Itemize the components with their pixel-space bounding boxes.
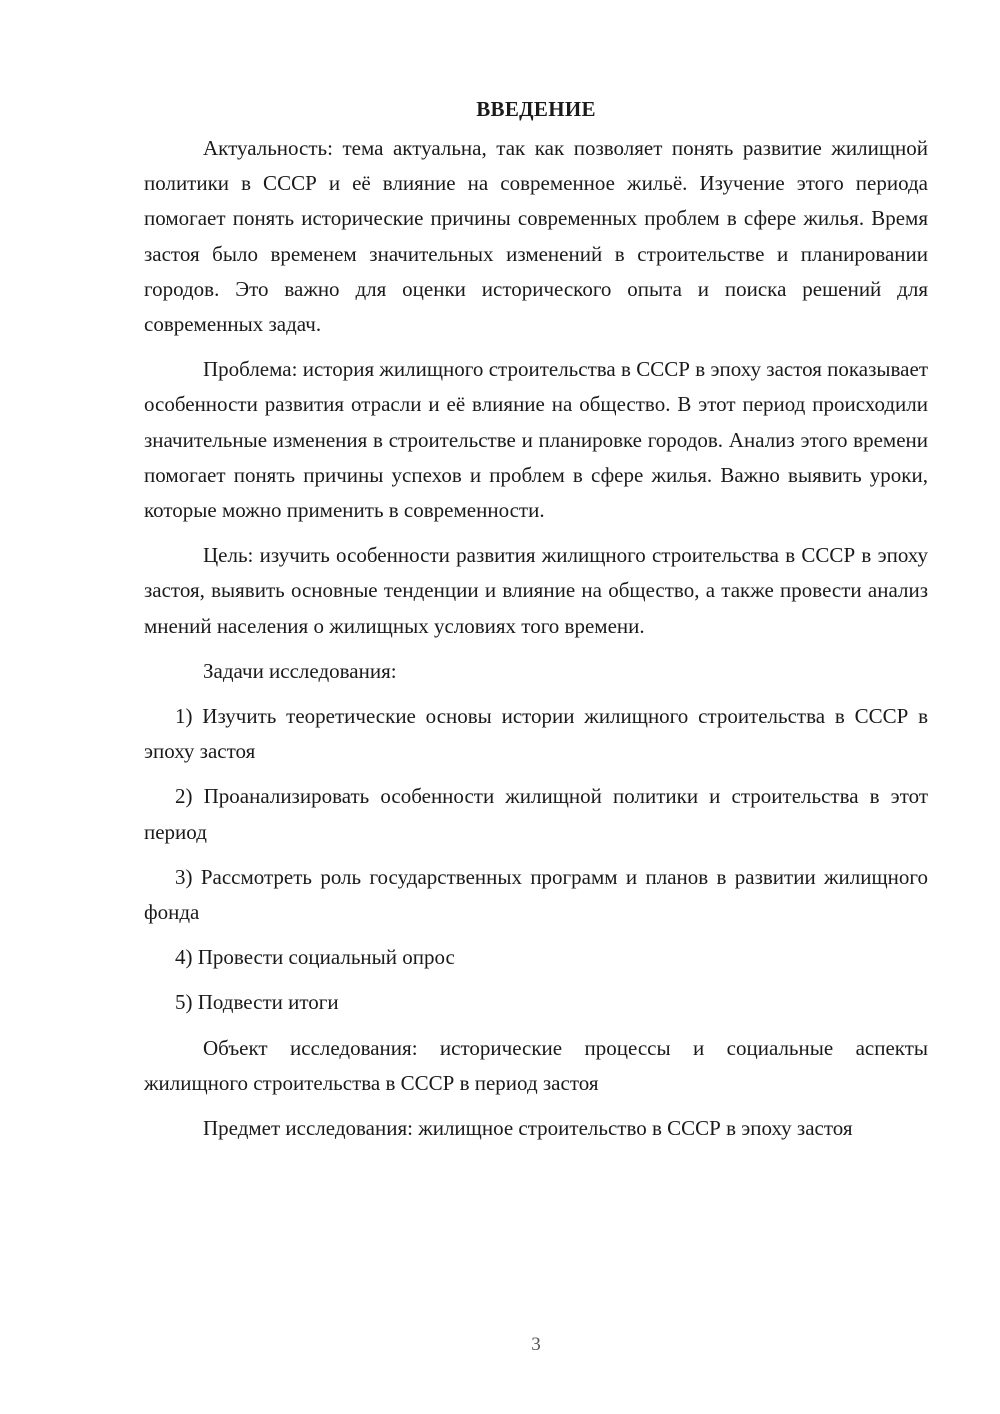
task-item-1: 1) Изучить теоретические основы истории жилищного строительства в СССР в эпоху застоя bbox=[144, 704, 928, 764]
paragraph-relevance: Актуальность: тема актуальна, так как позволяет понять развитие жилищной политики в СССР и её влияние на современное жильё. Изучение этого периода помогает понять исторические причины современных проблем в сфере жилья. Время застоя было временем значительных изменений в строительстве и планировании городов. Это важно для оценки исторического опыта и поиска решений для современных задач. bbox=[144, 136, 928, 337]
paragraph-subject: Предмет исследования: жилищное строительство в СССР в эпоху застоя bbox=[203, 1116, 853, 1141]
paragraph-tasks-heading: Задачи исследования: bbox=[203, 658, 397, 683]
paragraph-problem: Проблема: история жилищного строительства в СССР в эпоху застоя показывает особенности развития отрасли и её влияние на общество. В этот период происходили значительные изменения в строительстве и планировке городов. Анализ этого времени помогает понять причины успехов и проблем в сфере жилья. Важно выявить уроки, которые можно применить в современности. bbox=[144, 357, 928, 523]
task-item-5: 5) Подвести итоги bbox=[175, 990, 339, 1015]
task-item-4: 4) Провести социальный опрос bbox=[175, 945, 455, 970]
page-title: ВВЕДЕНИЕ bbox=[476, 97, 596, 121]
paragraph-goal: Цель: изучить особенности развития жилищного строительства в СССР в эпоху застоя, выявить основные тенденции и влияние на общество, а также провести анализ мнений населения о жилищных условиях того времени. bbox=[144, 543, 928, 638]
paragraph-object: Объект исследования: исторические процессы и социальные аспекты жилищного строительства в СССР в период застоя bbox=[144, 1035, 928, 1095]
document-page bbox=[144, 92, 928, 1156]
task-item-2: 2) Проанализировать особенности жилищной политики и строительства в этот период bbox=[144, 784, 928, 844]
task-item-3: 3) Рассмотреть роль государственных программ и планов в развитии жилищного фонда bbox=[144, 864, 928, 925]
page-number: 3 bbox=[531, 1334, 541, 1355]
